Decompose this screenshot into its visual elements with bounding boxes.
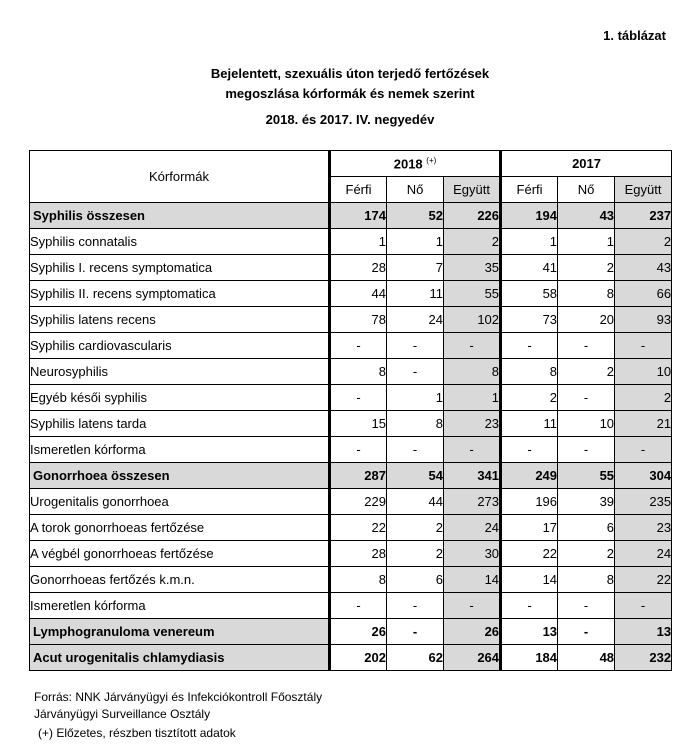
row-value: - (387, 359, 444, 385)
col-no-2017: Nő (558, 177, 615, 203)
row-value: - (387, 333, 444, 359)
row-value: 39 (558, 489, 615, 515)
row-value: 2 (615, 385, 672, 411)
row-value: 24 (444, 515, 501, 541)
row-value: 73 (501, 307, 558, 333)
row-value: - (501, 437, 558, 463)
row-value: 232 (615, 645, 672, 671)
row-value: 2 (387, 541, 444, 567)
table-row (30, 359, 672, 385)
row-value: - (330, 593, 387, 619)
row-value: 28 (330, 541, 387, 567)
row-value: 8 (444, 359, 501, 385)
row-value: 1 (330, 229, 387, 255)
table-row (30, 281, 672, 307)
row-value: 13 (501, 619, 558, 645)
statistics-table (29, 150, 672, 671)
row-value: 14 (501, 567, 558, 593)
row-value: 10 (558, 411, 615, 437)
row-value: 8 (558, 281, 615, 307)
row-value: 17 (501, 515, 558, 541)
row-value: 44 (387, 489, 444, 515)
row-value: 11 (387, 281, 444, 307)
table-row (30, 619, 672, 645)
row-value: - (501, 333, 558, 359)
row-value: 2 (558, 541, 615, 567)
row-value: 23 (615, 515, 672, 541)
row-value: 24 (387, 307, 444, 333)
row-label: Lymphogranuloma venereum (30, 619, 330, 645)
row-value: 2 (558, 359, 615, 385)
row-value: 24 (615, 541, 672, 567)
row-label: Ismeretlen kórforma (30, 593, 330, 619)
row-label: Syphilis összesen (30, 203, 330, 229)
row-label: Syphilis II. recens symptomatica (30, 281, 330, 307)
row-value: 10 (615, 359, 672, 385)
row-value: 15 (330, 411, 387, 437)
row-value: 1 (444, 385, 501, 411)
row-label: Syphilis cardiovascularis (30, 333, 330, 359)
row-value: 264 (444, 645, 501, 671)
table-title-line1: Bejelentett, szexuális úton terjedő fertőzések (210, 66, 490, 81)
row-value: 8 (330, 567, 387, 593)
row-value: 273 (444, 489, 501, 515)
row-value: 237 (615, 203, 672, 229)
row-value: - (558, 385, 615, 411)
row-value: 35 (444, 255, 501, 281)
row-value: 26 (444, 619, 501, 645)
table-row (30, 489, 672, 515)
row-value: 62 (387, 645, 444, 671)
col-ferfi-2018: Férfi (330, 177, 387, 203)
row-value: 7 (387, 255, 444, 281)
row-value: 22 (330, 515, 387, 541)
row-value: - (558, 437, 615, 463)
table-title-line2: megoszlása kórformák és nemek szerint (225, 86, 475, 101)
row-value: 52 (387, 203, 444, 229)
row-value: 6 (387, 567, 444, 593)
row-value: 6 (558, 515, 615, 541)
source-line1: Forrás: NNK Járványügyi és Infekciókontroll Főosztály (34, 690, 323, 704)
row-value: 55 (558, 463, 615, 489)
row-label: A torok gonorrhoeas fertőzése (30, 515, 330, 541)
row-value: 174 (330, 203, 387, 229)
row-value: 21 (615, 411, 672, 437)
row-value: 44 (330, 281, 387, 307)
row-label: Gonorrhoea összesen (30, 463, 330, 489)
row-value: 2 (501, 385, 558, 411)
row-value: - (444, 437, 501, 463)
row-label: Neurosyphilis (30, 359, 330, 385)
row-label: Egyéb késői syphilis (30, 385, 330, 411)
preliminary-note: (+) Előzetes, részben tisztított adatok (38, 726, 236, 740)
row-value: 2 (444, 229, 501, 255)
table-row (30, 593, 672, 619)
row-value: - (558, 333, 615, 359)
row-value: 55 (444, 281, 501, 307)
col-egyutt-2017: Együtt (615, 177, 672, 203)
row-value: 1 (501, 229, 558, 255)
table-row (30, 333, 672, 359)
row-value: 14 (444, 567, 501, 593)
row-value: 8 (387, 411, 444, 437)
row-value: 20 (558, 307, 615, 333)
row-value: 102 (444, 307, 501, 333)
table-row (30, 515, 672, 541)
row-value: 8 (501, 359, 558, 385)
year-2017-header: 2017 (501, 151, 672, 177)
row-value: 202 (330, 645, 387, 671)
row-value: 235 (615, 489, 672, 515)
table-row (30, 307, 672, 333)
table-row (30, 203, 672, 229)
row-value: 287 (330, 463, 387, 489)
row-value: 22 (501, 541, 558, 567)
row-value: 43 (615, 255, 672, 281)
row-label: Acut urogenitalis chlamydiasis (30, 645, 330, 671)
row-value: 2 (387, 515, 444, 541)
row-value: 66 (615, 281, 672, 307)
row-value: 41 (501, 255, 558, 281)
row-value: 1 (558, 229, 615, 255)
row-value: 249 (501, 463, 558, 489)
row-value: 304 (615, 463, 672, 489)
row-label: Syphilis connatalis (30, 229, 330, 255)
korformak-header: Kórformák (30, 151, 330, 203)
row-value: - (558, 593, 615, 619)
row-value: - (330, 437, 387, 463)
row-value: 184 (501, 645, 558, 671)
table-row (30, 645, 672, 671)
row-value: 1 (387, 229, 444, 255)
table-row (30, 229, 672, 255)
row-value: 194 (501, 203, 558, 229)
row-value: 229 (330, 489, 387, 515)
row-value: 11 (501, 411, 558, 437)
row-value: 22 (615, 567, 672, 593)
row-value: - (330, 333, 387, 359)
row-value: 2 (615, 229, 672, 255)
row-value: - (615, 593, 672, 619)
table-row (30, 385, 672, 411)
row-value: 26 (330, 619, 387, 645)
row-value: 43 (558, 203, 615, 229)
row-label: Syphilis I. recens symptomatica (30, 255, 330, 281)
row-value: 58 (501, 281, 558, 307)
row-value: 8 (330, 359, 387, 385)
row-value: - (330, 385, 387, 411)
table-number-label: 1. táblázat (603, 28, 666, 43)
table-body (30, 203, 672, 671)
table-row (30, 541, 672, 567)
row-value: 341 (444, 463, 501, 489)
row-value: 48 (558, 645, 615, 671)
row-value: 8 (558, 567, 615, 593)
table-row (30, 255, 672, 281)
row-value: 13 (615, 619, 672, 645)
table-row (30, 567, 672, 593)
row-value: - (387, 593, 444, 619)
row-label: Gonorrhoeas fertőzés k.m.n. (30, 567, 330, 593)
row-value: - (444, 333, 501, 359)
col-no-2018: Nő (387, 177, 444, 203)
row-value: - (615, 437, 672, 463)
row-value: 28 (330, 255, 387, 281)
row-value: 93 (615, 307, 672, 333)
row-value: - (615, 333, 672, 359)
row-value: - (558, 619, 615, 645)
row-label: Syphilis latens tarda (30, 411, 330, 437)
row-value: 54 (387, 463, 444, 489)
row-value: 196 (501, 489, 558, 515)
table-period: 2018. és 2017. IV. negyedév (265, 112, 435, 127)
row-value: 226 (444, 203, 501, 229)
table-header (30, 151, 672, 203)
row-label: Urogenitalis gonorrhoea (30, 489, 330, 515)
table-row (30, 463, 672, 489)
table-row (30, 411, 672, 437)
row-value: 23 (444, 411, 501, 437)
row-label: Ismeretlen kórforma (30, 437, 330, 463)
row-value: - (387, 437, 444, 463)
row-value: - (444, 593, 501, 619)
col-egyutt-2018: Együtt (444, 177, 501, 203)
row-label: Syphilis latens recens (30, 307, 330, 333)
col-ferfi-2017: Férfi (501, 177, 558, 203)
row-value: 78 (330, 307, 387, 333)
year-2018-header: 2018 (+) (330, 151, 501, 177)
row-value: - (387, 619, 444, 645)
table-row (30, 437, 672, 463)
row-value: 1 (387, 385, 444, 411)
row-value: 30 (444, 541, 501, 567)
row-label: A végbél gonorrhoeas fertőzése (30, 541, 330, 567)
preliminary-note-mark: (+) (426, 155, 437, 165)
source-line2: Járványügyi Surveillance Osztály (34, 707, 211, 721)
row-value: 2 (558, 255, 615, 281)
row-value: - (501, 593, 558, 619)
